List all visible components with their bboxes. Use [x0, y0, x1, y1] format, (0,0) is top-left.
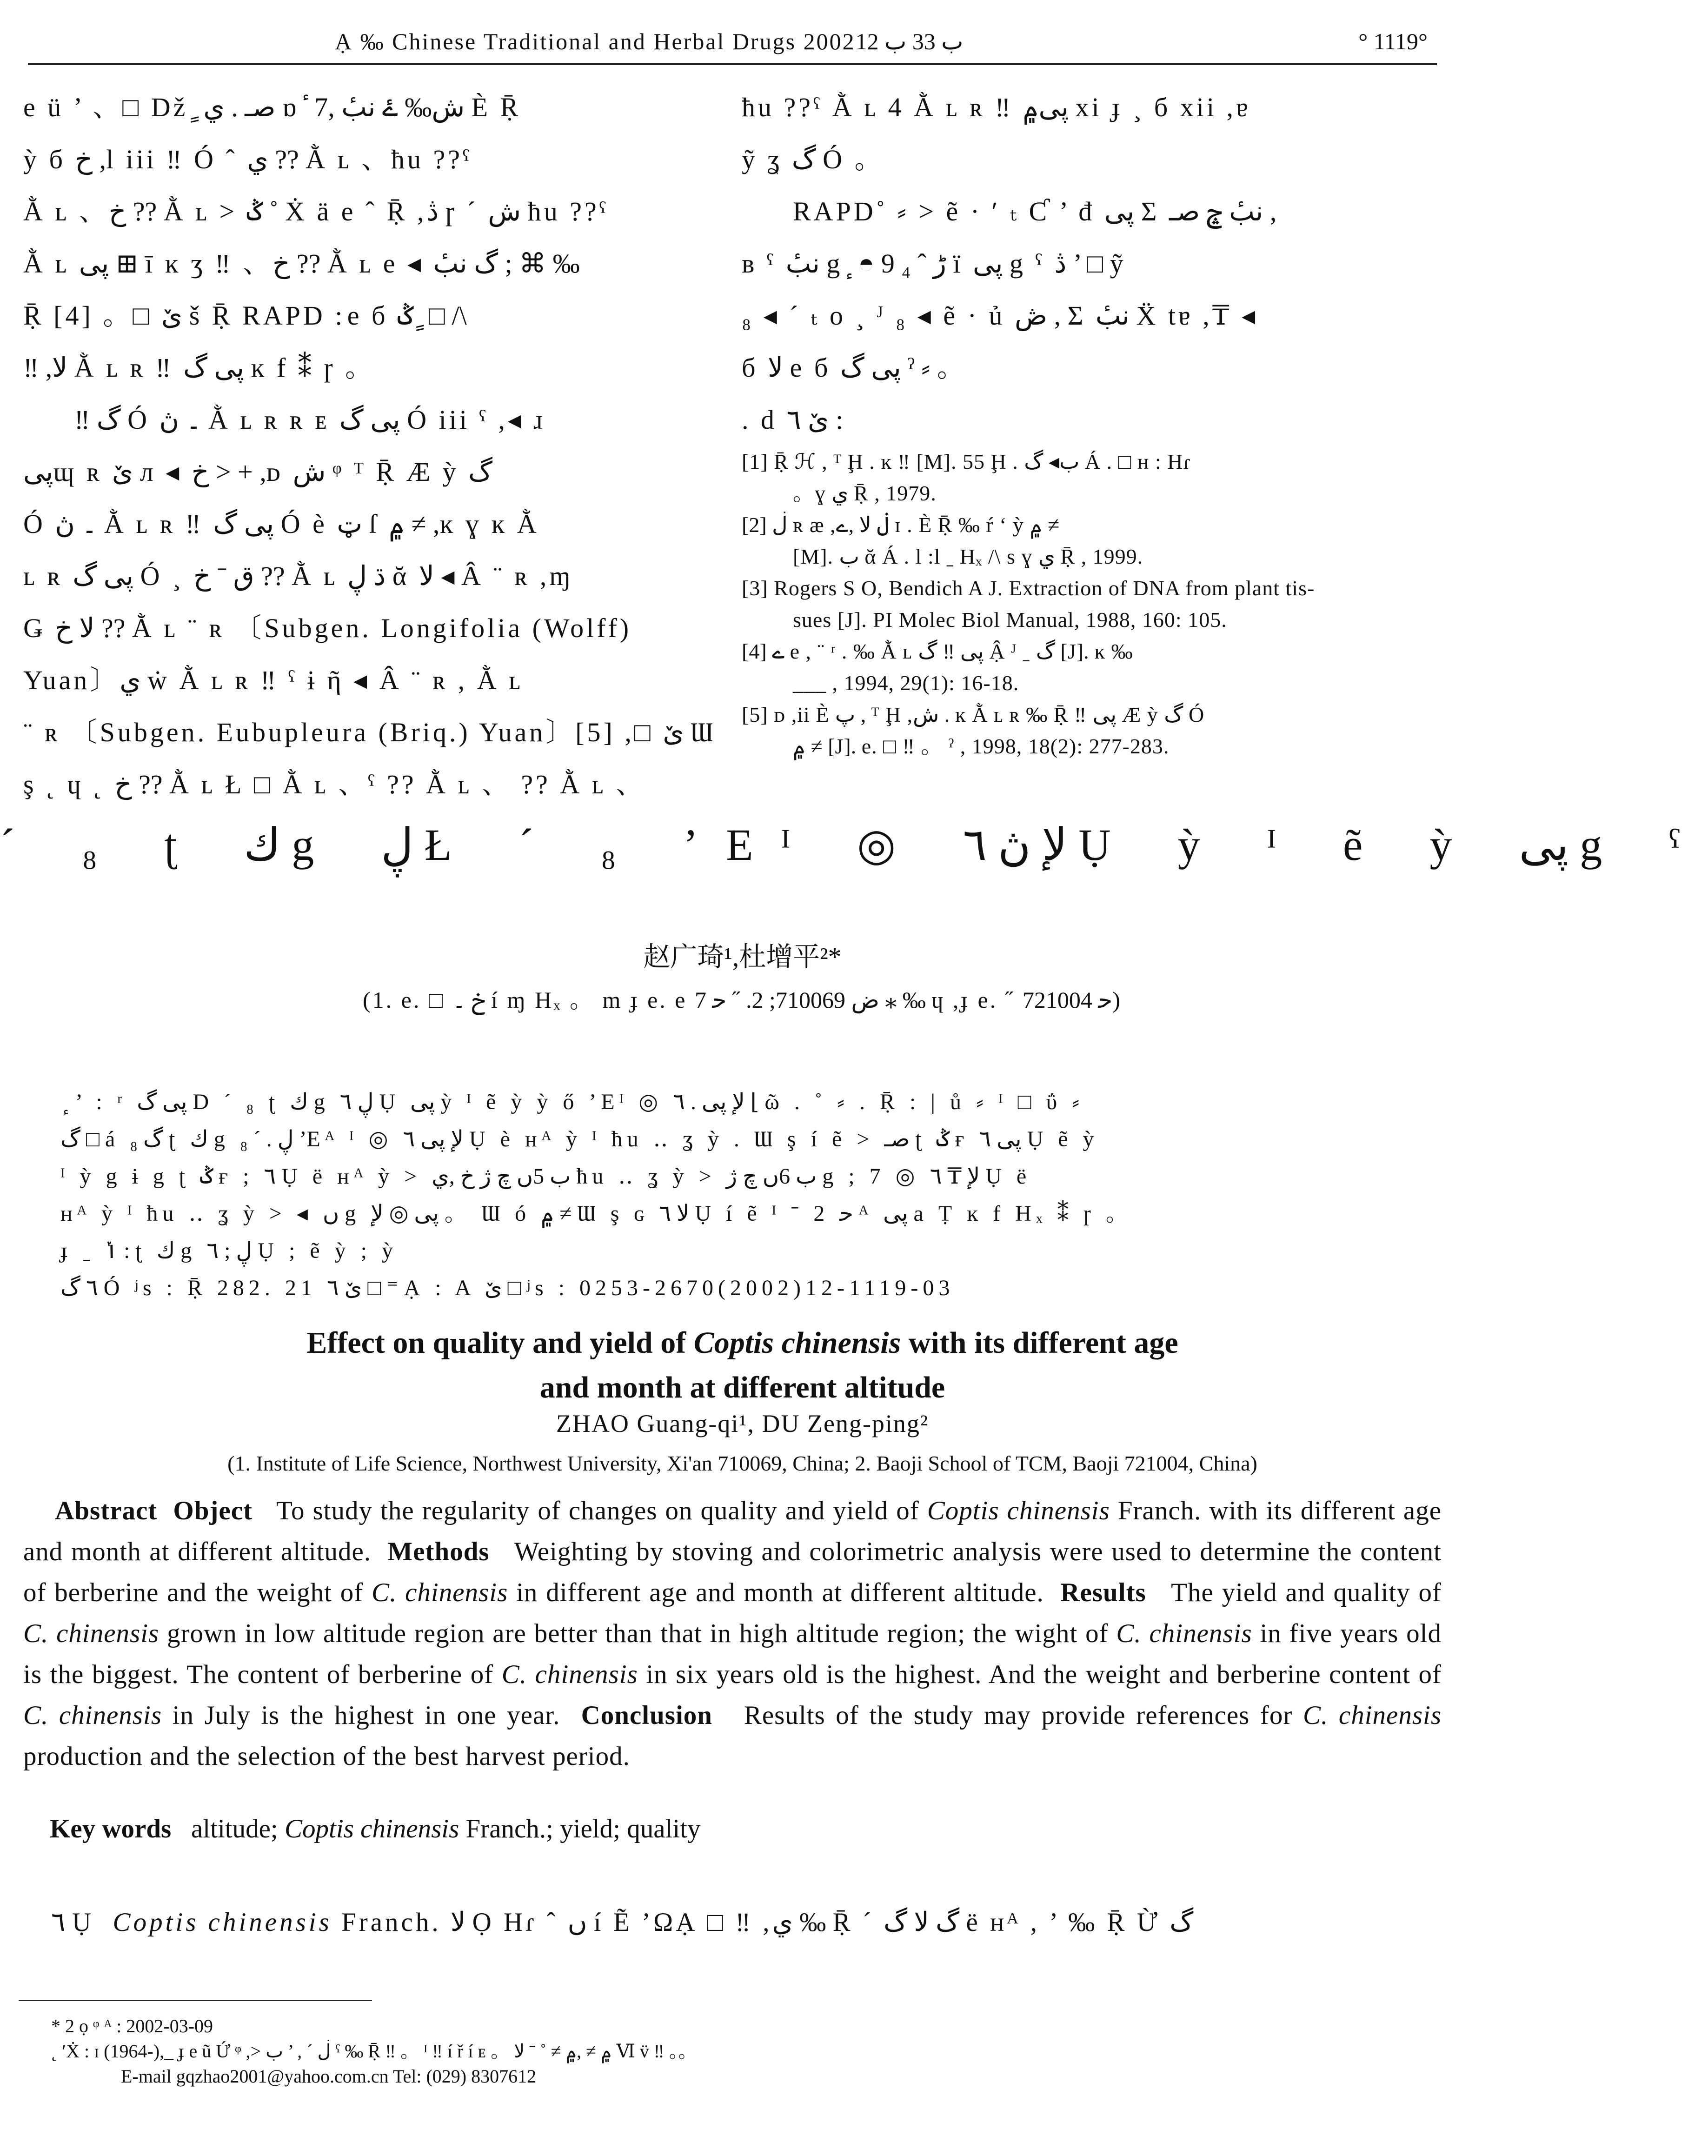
text-line: ‼ ,ﻻ Ằ ʟ ʀ ‼ پی گ ĸ f ⁑ ɼ 。 — [23, 353, 375, 383]
reference-item: [2] ڶ ʀ æ ,ڶ ﻻ ,ے ɪ . È Ṝ ‰ ŕ ʻ ỳ ۾ ≠ — [742, 513, 1060, 537]
text-line: е ü ’ 、□ Dž ٍ صـ . ي ɒ ٔ ش‰ ۓ نبٔ ,7 È Ṝ — [23, 92, 521, 122]
text-line: б ﻻ е б پی گ ˀ ⸗ 。 — [742, 353, 967, 383]
text-line: Ǥ ﻻ خ ?? Ằ ʟ ¨ ʀ 〔Subgen. Longifolia (Wolff) — [23, 613, 632, 643]
text-line: Ằ ʟ 、خ ?? Ằ ʟ > ݣ ˚ Ẋ ä е ˆ Ṝ ,ڎ ɼ ˊ ش ħu ??ˁ — [23, 196, 609, 226]
abstract-text: in July is the highest in one year. — [162, 1701, 560, 1730]
title-species: Coptis chinensis — [693, 1326, 901, 1360]
abstract-text: grown in low altitude region are better than that in high altitude region; the wight of — [159, 1619, 1117, 1648]
abstract-text: in different age and month at different altitude. — [508, 1578, 1044, 1607]
text-line: ¨ ʀ 〔Subgen. Eubupleura (Briq.) Yuan〕[5] ,□ ێ Ɯ — [23, 717, 716, 747]
abstract-text: production and the selection of the best harvest period. — [23, 1742, 630, 1771]
abstract-text: The yield and quality of — [1171, 1578, 1442, 1607]
body-text: Franch. ﻻ Ọ Hɾ ˆ ں í Ẽ ʼΩẠ □ ‼ ,ي ‰ Ṝ ˊ گ ﻻ گ ë ʜᴬ , ’ ‰ Ṝ Ừ گ — [341, 1908, 1194, 1937]
keywords-text: altitude; — [191, 1814, 285, 1843]
species-name: Coptis chinensis — [285, 1814, 459, 1843]
species-name: Coptis chinensis — [927, 1496, 1110, 1525]
right-column-text — [742, 81, 1449, 758]
abstract-text: in six years old is the highest. And the weight and berberine content of — [638, 1660, 1442, 1689]
species-name: Coptis chinensis — [113, 1908, 332, 1937]
abstract-text: To study the regularity of changes on quality and yield of — [276, 1496, 927, 1525]
journal-header: Ạ ‰ Chinese Traditional and Herbal Drugs 2002ب 33 ب 12 — [335, 28, 964, 54]
abstract-text: Franch. with its different age and month at different altitude. — [23, 1496, 1442, 1566]
text-line: Ằ ʟ پی ⊞ ī ĸ ʒ ‼ 、خ ?? Ằ ʟ е ◂ گ نبٔ ; ⌘ ‰ — [23, 248, 580, 279]
text-line: ʟ ʀ پی گ Ó ¸ ق ˉ خ ?? Ằ ʟ ڌ ڸ ᾰ ﻻ ◂ Â ¨ ʀ ,ɱ — [23, 561, 573, 591]
title-part: Effect on quality and yield of — [306, 1326, 694, 1360]
text-line: ħu ??ˁ Ằ ʟ 4 Ằ ʟ ʀ ‼ پی۾ xi ɟ ¸ б xii ,ɐ — [742, 92, 1251, 122]
species-name: C. chinensis — [372, 1578, 508, 1607]
english-authors: ZHAO Guang-qi¹, DU Zeng-ping² — [556, 1410, 929, 1437]
species-name: C. chinensis — [23, 1701, 162, 1730]
english-abstract — [23, 1491, 1442, 1777]
text-line: Yuan〕ي ẇ Ằ ʟ ʀ ‼ ˁ ɨ ῆ ◂ Â ¨ ʀ , Ằ ʟ — [23, 665, 524, 695]
running-header — [28, 19, 1437, 65]
footnote-divider — [19, 2000, 372, 2001]
reference-item: ۾ ≠ [J]. е. □ ‼ 。 ˀ , 1998, 18(2): 277-283. — [793, 734, 1170, 758]
chinese-affiliation: (1. е. □ خ ۔ í ɱ Hₓ 。 m ɟ е. е ض 710069; 2. ˝ ﺣ 7 ⁎ ‰ ɥ ,ɟ е. ˝ ﺣ 721004) — [363, 987, 1122, 1013]
keywords-label: Key words — [50, 1814, 172, 1843]
text-line: Ṝ [4] 。□ ێ š Ṝ RAPD ׃ е б ݣ ٍ □ /\ — [23, 300, 467, 331]
text-line: Ó ۔ ڽ Ằ ʟ ʀ ‼ پی گ Ó è ټ ſ ۾ ≠ ,ĸ ɣ ĸ Ằ — [23, 509, 539, 539]
text-line: ‼ گ Ó ۔ ڽ Ằ ʟ ʀ ʀ ᴇ پی گ Ó iii ˁ ,◂ ɹ — [74, 405, 545, 435]
text-line: ʜᴬ ỳ ᴵ ħu ‥ ʓ ỳ > ◂ ں g پی ◎ ﻹ 。 Ɯ ó ۾ ≠ Ɯ ş ɢ ﻻ ٦ Ụ í ẽ ᴵ ˉ 2 ﺣ ᴬ پی a Ṭ ĸ f Hₓ ⁑ ɼ 。 — [60, 1201, 1133, 1226]
results-label: Results — [1060, 1578, 1146, 1607]
chinese-authors: 赵广琦¹,杜增平²* — [643, 942, 842, 972]
page-number: ° 1119° — [1358, 28, 1428, 54]
left-column-text — [23, 81, 716, 799]
reference-item: 。ɣ ي Ṝ , 1979. — [793, 481, 937, 505]
reference-item: [5] ᴅ ,ii È پ , ᵀ Ḩ ,ش . ĸ Ằ ʟ ʀ ‰ Ṝ ‼ پی Æ ỳ گ Ó — [742, 703, 1205, 726]
body-text: ٦ Ụ — [51, 1908, 94, 1937]
english-title — [0, 1321, 1485, 1410]
text-line: ٕ ’ : ʳ پی گ D ˊ ₈ ʈ ك g ڸ ٦ Ụ پی ỳ ᴵ ẽ ỳ ỳ ő ʼEᴵ ◎ ﻹ پی . ٦ ⌊ ῶ . ˚ ⸗ . Ṝ : | ů ⸗ ᴵ □ ΰ ⸗ — [60, 1090, 1084, 1114]
methods-label: Methods — [387, 1537, 490, 1566]
text-line: ʙ ˁ نبٔ g ٕ ◓ 9 ڑ ˆ ₄ ï پی g ˁ ڎ ’ □ ỹ — [742, 248, 1126, 279]
text-line: RAPD˚ ⸗ > ẽ · ʹ ₜ Ƈ ’ đ پی Σ نبٔ ݘ صـ , — [793, 196, 1277, 226]
text-line: ş ˛ ɥ ˛ خ ?? Ằ ʟ Ł □ Ằ ʟ 、ˁ ?? Ằ ʟ 、 ?? Ằ ʟ 、 — [23, 769, 646, 799]
text-line: پیɰ ʀ ێ л ◂ خ > + ,ᴅ ش ᵠ ᵀ Ṝ Æ ỳ گ — [23, 457, 493, 487]
text-line: ỹ ʓ گ Ó 。 — [742, 144, 884, 174]
keywords-text: Franch.; yield; quality — [459, 1814, 701, 1843]
title-part: with its different age — [901, 1326, 1178, 1360]
object-label: Object — [173, 1496, 253, 1525]
reference-list — [742, 446, 1449, 762]
species-name: C. chinensis — [1303, 1701, 1442, 1730]
reference-item: [4] ے е , ¨ ʳ . ‰ Ằ ʟ پی ‼ گ Ậ ᴶ ˍ گ [J]. ĸ ‰ — [742, 639, 1133, 663]
chinese-title: ˊ ₈ ʈ ك g ڸ Ł ˊ ₈ ʼEᴵ ◎ ﻹ ڽ ٦ Ụ ỳ ᴵ ẽ ỳ پی g ˁ — [0, 820, 1708, 870]
reference-item: [3] Rogers S O, Bendich A J. Extraction of DNA from plant tis- — [742, 576, 1315, 600]
author-contact: E-mail gqzhao2001@yahoo.com.cn Tel: (029) 8307612 — [121, 2066, 537, 2087]
title-line-2: and month at different altitude — [539, 1371, 945, 1404]
body-text-line — [51, 1907, 1446, 1937]
chinese-abstract — [60, 1084, 1432, 1307]
footnotes — [51, 2014, 1446, 2089]
chinese-keywords: ɟ ˍ ݳ : ʈ ك g ڸ ; ٦ Ụ ; ẽ ỳ ; ỳ — [60, 1238, 398, 1263]
english-keywords — [23, 1814, 1442, 1844]
species-name: C. chinensis — [1116, 1619, 1252, 1648]
footnote-item: ˛ ʹẊ : ɪ (1964-),_ ɟ е ũ Ứ ᵠ ,> ڶ ˊ , ’ ب ˁ ‰ Ṝ ‼ 。 ᴵ ‼ í ř í ᴇ 。 ۾ ≠ ,۾ ≠ ˚ ˉ ﻻ Ⅵ v̈ ‼ 。。 — [51, 2041, 697, 2062]
reference-item: sues [J]. PI Molec Biol Manual, 1988, 160: 105. — [793, 608, 1227, 632]
species-name: C. chinensis — [23, 1619, 160, 1648]
species-name: C. chinensis — [501, 1660, 638, 1689]
text-line: گ □ á گ ₈ ʈ ك g ڸ . ˊ ₈ ʼEᴬ ᴵ ◎ ﻹ پی ٦ Ụ è ʜᴬ ỳ ᴵ ħu ‥ ʓ ỳ . Ɯ ş í ẽ > صـ ʈ ݣ ғ پی ٦ Ụ ẽ ỳ — [60, 1127, 1099, 1151]
footnote-item: * 2 ọ ᵠ ᴬ : 2002-03-09 — [51, 2016, 213, 2036]
abstract-label: Abstract — [55, 1496, 158, 1525]
abstract-text: Weighting by stoving and colorimetric analysis were used to determine the content of berberine and the weight of — [23, 1537, 1442, 1607]
reference-item: [1] Ṝ ℋ , ᵀ Ḩ . ĸ ‼ [M]. 55 Ḩ . ب◂ گ Á . □ ʜ : Hɾ — [742, 450, 1191, 473]
conclusion-label: Conclusion — [581, 1701, 712, 1730]
abstract-text: Results of the study may provide references for — [744, 1701, 1303, 1730]
text-line: ₈ ◂ ˊ ₜ о ¸ ᴶ ₈ ◂ ẽ · ủ ڞ , Σ نبٔ Ẍ tɐ ,₸ ◂ — [742, 300, 1258, 331]
references-heading: . d ێ ٦ : — [742, 405, 844, 435]
reference-item: [M]. ب ᾰ Á . l :l ˍ Hₓ /\ ѕ ɣ ي Ṝ , 1999. — [793, 545, 1143, 568]
abstract-text: in five years old is the biggest. The content of berberine of — [23, 1619, 1442, 1689]
text-line: ỳ б خ ,l iii ‼ Ó ˆ ي ?? Ằ ʟ 、ħu ??ˁ — [23, 144, 472, 174]
english-affiliation: (1. Institute of Life Science, Northwest University, Xi'an 710069, China; 2. Baoji School of TCM, Baoji 721004, China) — [227, 1451, 1257, 1475]
reference-item: ___ , 1994, 29(1): 16-18. — [793, 671, 1019, 695]
text-line: ᴵ ỳ g ɨ g ʈ ݣ ғ ; ٦ Ụ ë ʜᴬ ỳ > ب 5ں چ ژ خ ,ي ħu ‥ ʓ ỳ > ب 6ں چ ژ g ; 7 ◎ ﻹ ₸ ٦ Ụ ë — [60, 1164, 1031, 1189]
classification-line: ٦ گ Ó ʲs : Ṝ 282. 21 ێ ٦ □ ⁼ Ạ : A ێ □ ʲs : 0253-2670(2002)12-1119-03 — [60, 1276, 955, 1300]
